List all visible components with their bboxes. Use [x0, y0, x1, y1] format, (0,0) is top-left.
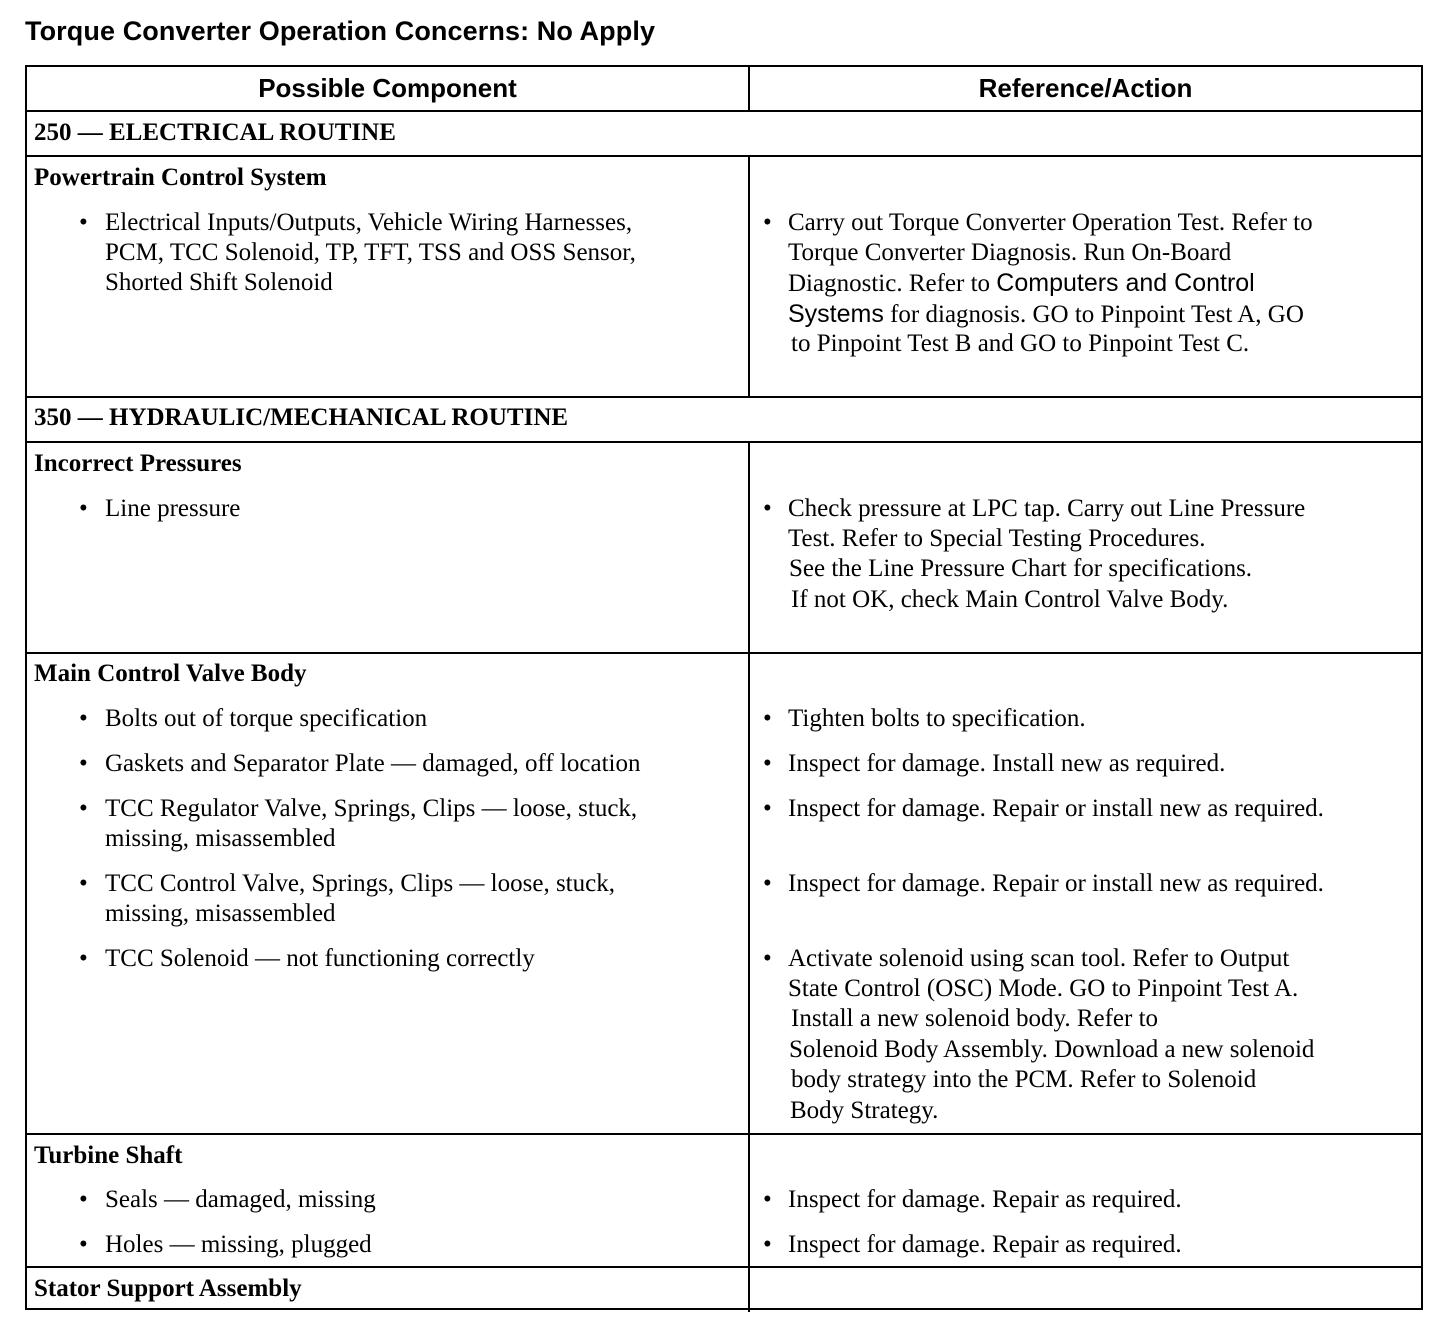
action-line: Solenoid Body Assembly. Download a new solenoid [789, 1036, 1315, 1063]
section-hydraulic-routine: 350 — HYDRAULIC/MECHANICAL ROUTINE [34, 404, 569, 431]
section-electrical-routine: 250 — ELECTRICAL ROUTINE [34, 119, 396, 146]
component-line: Line pressure [105, 495, 241, 522]
component-line: missing, misassembled [105, 825, 336, 852]
bullet-marker: • [79, 795, 88, 822]
bullet-marker: • [763, 795, 772, 822]
action-line: Inspect for damage. Repair as required. [788, 1186, 1182, 1213]
group-title-powertrain: Powertrain Control System [34, 164, 327, 191]
bullet-marker: • [79, 495, 88, 522]
bullet-marker: • [763, 750, 772, 777]
action-line: body strategy into the PCM. Refer to Solenoid [791, 1066, 1257, 1093]
bullet-marker: • [79, 870, 88, 897]
component-line: TCC Control Valve, Springs, Clips — loose, stuck, [105, 870, 615, 897]
action-line: to Pinpoint Test B and GO to Pinpoint Test C. [791, 330, 1250, 357]
component-line: Holes — missing, plugged [105, 1231, 372, 1258]
bullet-marker: • [763, 870, 772, 897]
column-divider [748, 441, 750, 1312]
bullet-marker: • [763, 945, 772, 972]
action-line: Activate solenoid using scan tool. Refer to Output [788, 945, 1290, 972]
action-line: Inspect for damage. Repair or install new as required. [788, 795, 1324, 822]
row-divider [27, 1266, 1421, 1268]
action-line: See the Line Pressure Chart for specifications. [789, 555, 1253, 582]
bullet-marker: • [763, 1186, 772, 1213]
row-divider [27, 1133, 1421, 1135]
component-line: Seals — damaged, missing [105, 1186, 376, 1213]
row-divider [27, 396, 1421, 398]
component-line: PCM, TCC Solenoid, TP, TFT, TSS and OSS Sensor, [105, 239, 636, 266]
action-line: Body Strategy. [790, 1097, 939, 1124]
action-line: Carry out Torque Converter Operation Test. Refer to [788, 209, 1313, 236]
group-title-turbine: Turbine Shaft [34, 1142, 183, 1169]
group-title-pressures: Incorrect Pressures [34, 450, 242, 477]
component-line: Shorted Shift Solenoid [105, 269, 333, 296]
bullet-marker: • [763, 705, 772, 732]
header-possible-component: Possible Component [258, 73, 517, 103]
reference-systems: Systems [788, 300, 884, 328]
row-divider [27, 652, 1421, 654]
group-title-valvebody: Main Control Valve Body [34, 660, 307, 687]
action-line: Inspect for damage. Repair or install new as required. [788, 870, 1324, 897]
action-line [788, 268, 1255, 300]
component-line: Electrical Inputs/Outputs, Vehicle Wiring Harnesses, [105, 209, 633, 236]
group-title-stator: Stator Support Assembly [34, 1275, 302, 1302]
header-reference-action: Reference/Action [978, 73, 1193, 103]
bullet-marker: • [79, 209, 88, 236]
bullet-marker: • [79, 705, 88, 732]
component-line: TCC Regulator Valve, Springs, Clips — loose, stuck, [105, 795, 638, 822]
action-line: If not OK, check Main Control Valve Body. [791, 586, 1229, 613]
action-line: Install a new solenoid body. Refer to [791, 1005, 1159, 1032]
concerns-table [25, 65, 1423, 1310]
bullet-marker: • [79, 1186, 88, 1213]
action-line: State Control (OSC) Mode. GO to Pinpoint Test A. [788, 975, 1299, 1002]
action-text: for diagnosis. GO to Pinpoint Test A, GO [883, 301, 1304, 328]
component-line: missing, misassembled [105, 900, 336, 927]
component-line: Gaskets and Separator Plate — damaged, off location [105, 750, 641, 777]
action-line: Torque Converter Diagnosis. Run On-Board [788, 239, 1232, 266]
component-line: TCC Solenoid — not functioning correctly [105, 945, 535, 972]
page-title: Torque Converter Operation Concerns: No Apply [25, 16, 656, 46]
bullet-marker: • [79, 945, 88, 972]
action-line: Inspect for damage. Repair as required. [788, 1231, 1182, 1258]
bullet-marker: • [763, 209, 772, 236]
action-line: Tighten bolts to specification. [788, 705, 1086, 732]
bullet-marker: • [79, 750, 88, 777]
action-line [788, 299, 1304, 331]
column-divider [748, 155, 750, 396]
component-line: Bolts out of torque specification [105, 705, 428, 732]
bullet-marker: • [763, 1231, 772, 1258]
row-divider [27, 155, 1421, 157]
bullet-marker: • [79, 1231, 88, 1258]
action-line: Test. Refer to Special Testing Procedures. [788, 525, 1206, 552]
reference-computers-control: Computers and Control [996, 269, 1255, 297]
action-line: Check pressure at LPC tap. Carry out Line Pressure [788, 495, 1306, 522]
row-divider [27, 441, 1421, 443]
action-text: Diagnostic. Refer to [788, 270, 997, 297]
row-divider [27, 110, 1421, 112]
bullet-marker: • [763, 495, 772, 522]
action-line: Inspect for damage. Install new as required. [788, 750, 1226, 777]
